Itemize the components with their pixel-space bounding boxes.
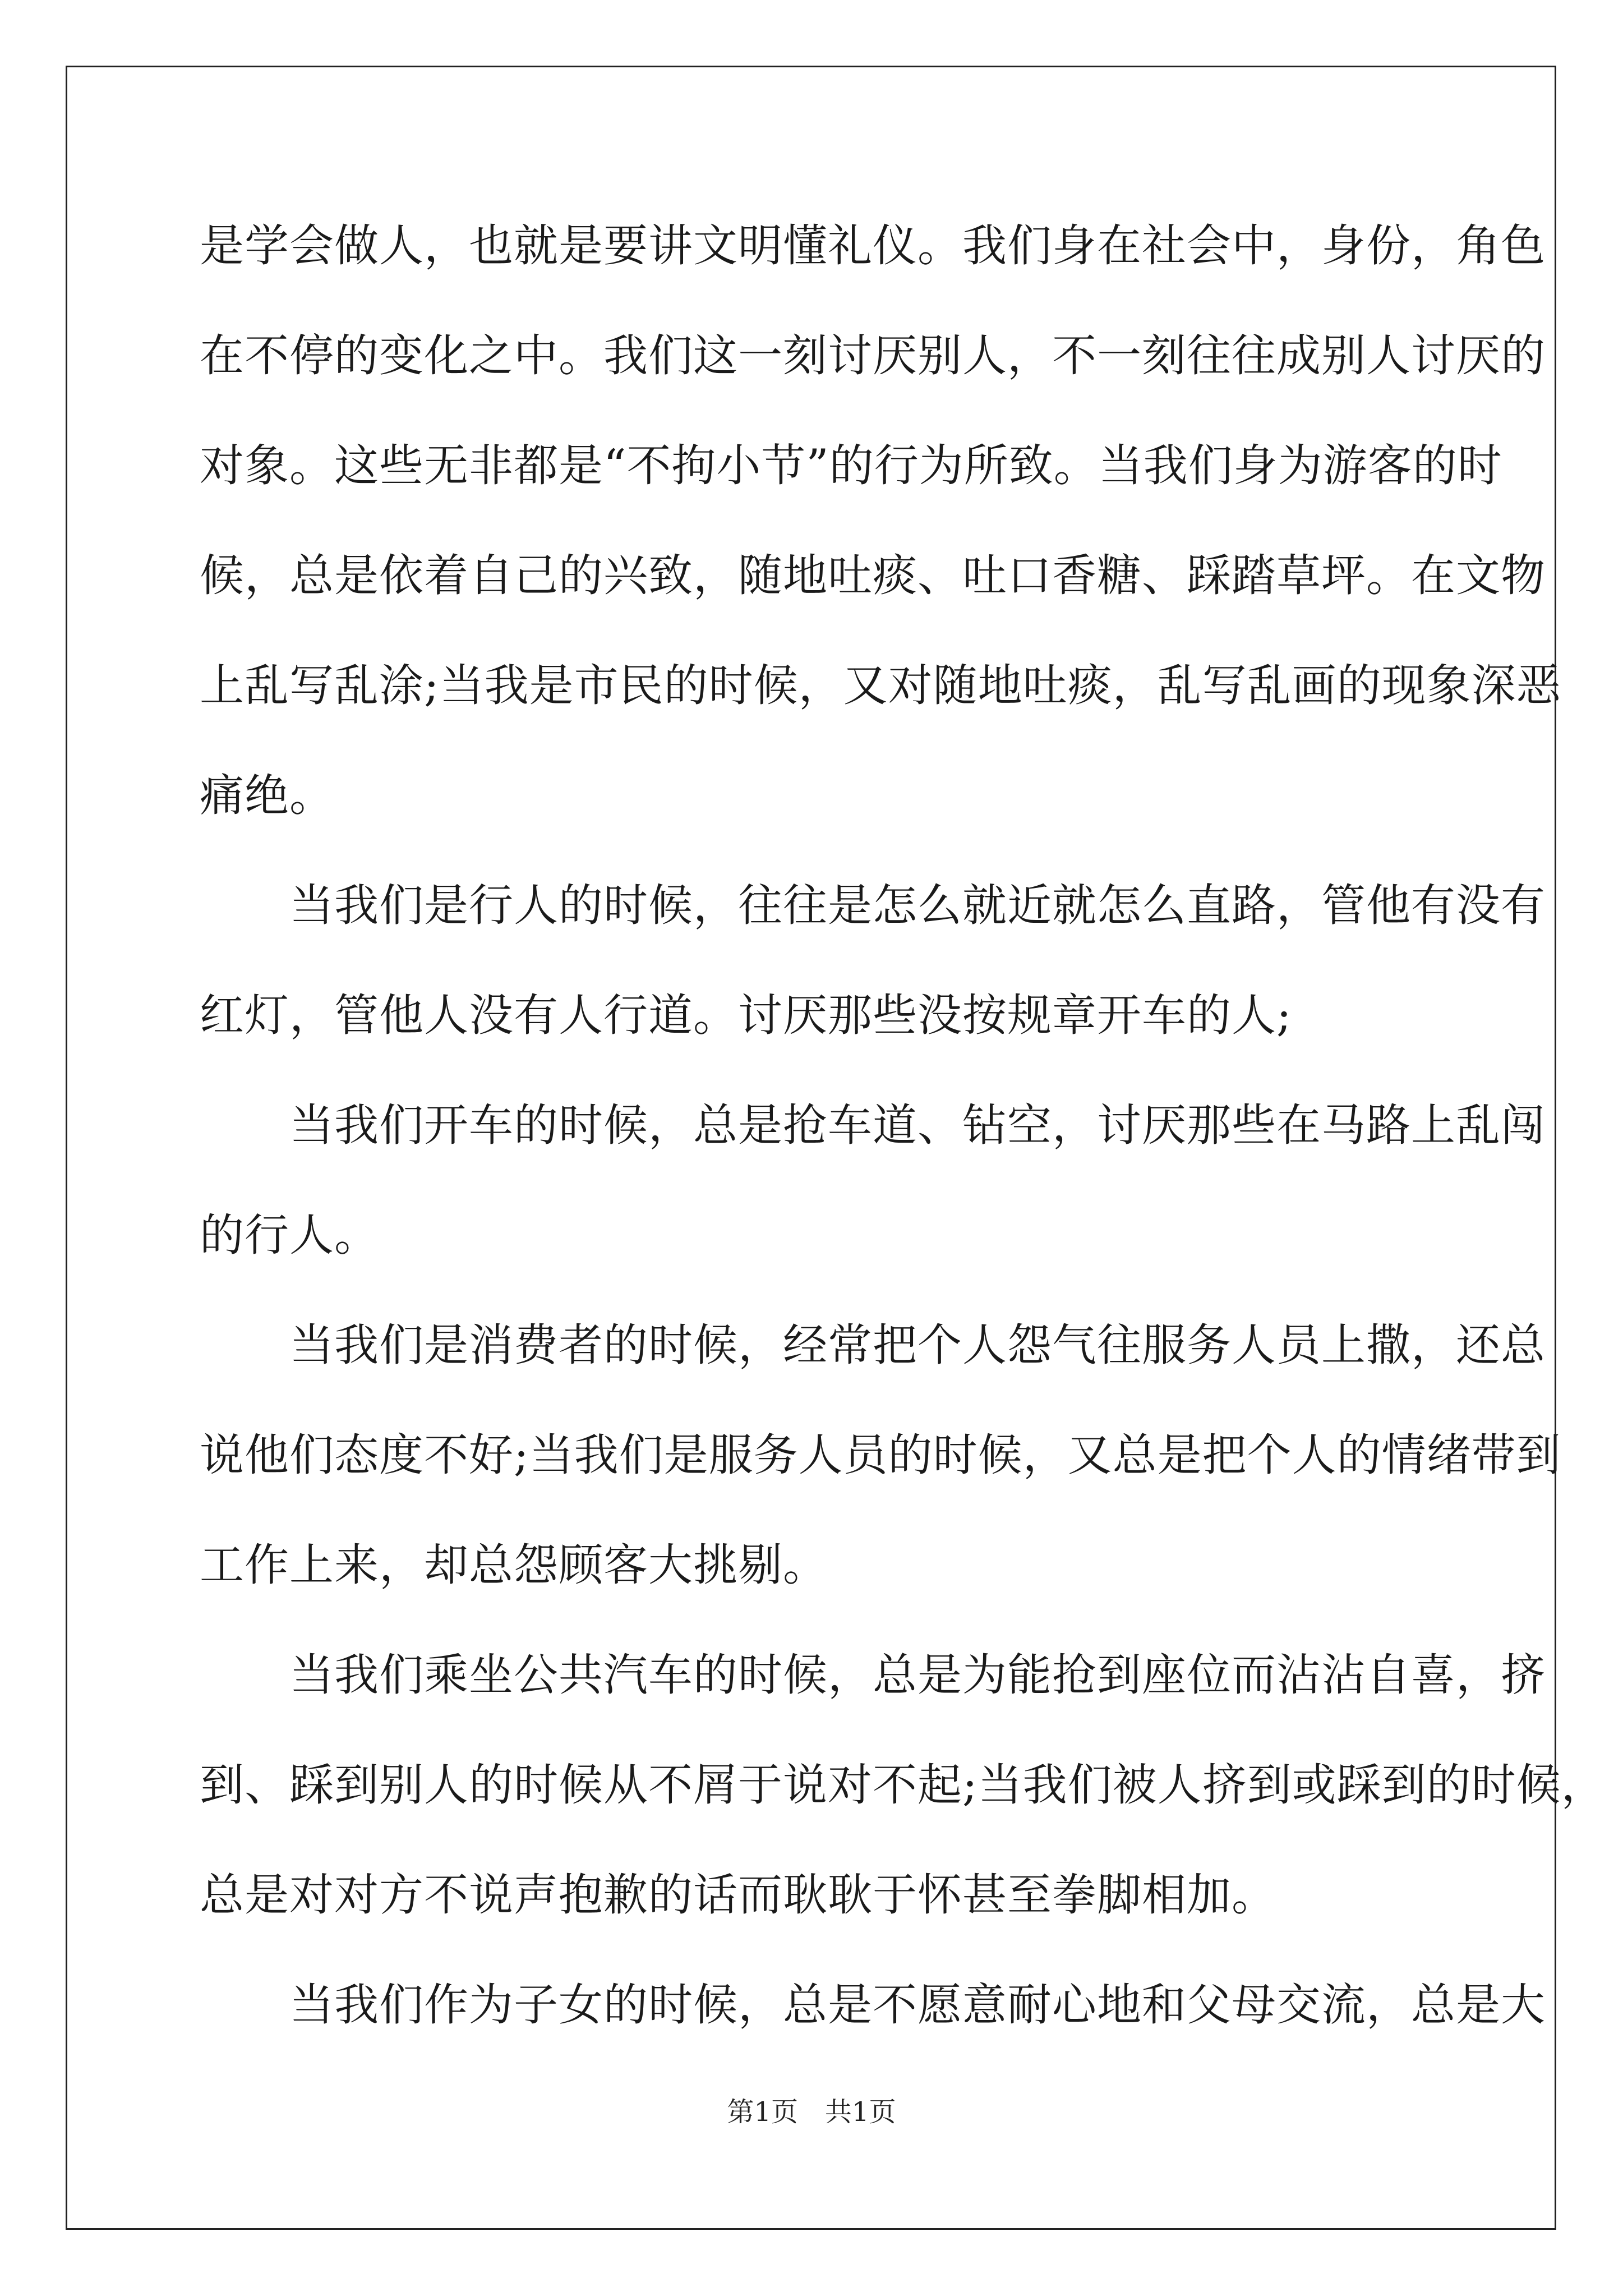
text-line: 当我们开车的时候，总是抢车道、钻空，讨厌那些在马路上乱闯 <box>200 1099 1546 1151</box>
text-line: 工作上来，却总怨顾客大挑剔。 <box>200 1539 828 1591</box>
text-line: 候，总是依着自己的兴致，随地吐痰、吐口香糖、踩踏草坪。在文物 <box>200 550 1546 601</box>
text-line: 当我们乘坐公共汽车的时候，总是为能抢到座位而沾沾自喜，挤 <box>200 1649 1546 1701</box>
document-body <box>200 191 1606 2060</box>
page-footer: 第1页 共1页 <box>727 2096 896 2128</box>
text-line: 是学会做人，也就是要讲文明懂礼仪。我们身在社会中，身份，角色 <box>200 220 1546 272</box>
text-line: 当我们作为子女的时候，总是不愿意耐心地和父母交流，总是大 <box>200 1979 1546 2031</box>
text-line: 当我们是消费者的时候，经常把个人怨气往服务人员上撒，还总 <box>200 1319 1546 1371</box>
text-line: 到、踩到别人的时候从不屑于说对不起;当我们被人挤到或踩到的时候， <box>200 1759 1606 1811</box>
text-line: 总是对对方不说声抱歉的话而耿耿于怀甚至拳脚相加。 <box>200 1869 1276 1921</box>
text-line: 上乱写乱涂;当我是市民的时候，又对随地吐痰，乱写乱画的现象深恶 <box>200 660 1561 711</box>
text-line: 说他们态度不好;当我们是服务人员的时候，又总是把个人的情绪带到 <box>200 1429 1561 1481</box>
text-line: 的行人。 <box>200 1209 379 1261</box>
text-line: 痛绝。 <box>200 770 334 821</box>
text-line: 在不停的变化之中。我们这一刻讨厌别人，不一刻往往成别人讨厌的 <box>200 330 1546 381</box>
text-line: 对象。这些无非都是“不拘小节”的行为所致。当我们身为游客的时 <box>200 440 1502 491</box>
text-line: 当我们是行人的时候，往往是怎么就近就怎么直路，管他有没有 <box>200 880 1546 931</box>
text-line: 红灯，管他人没有人行道。讨厌那些没按规章开车的人; <box>200 990 1292 1041</box>
